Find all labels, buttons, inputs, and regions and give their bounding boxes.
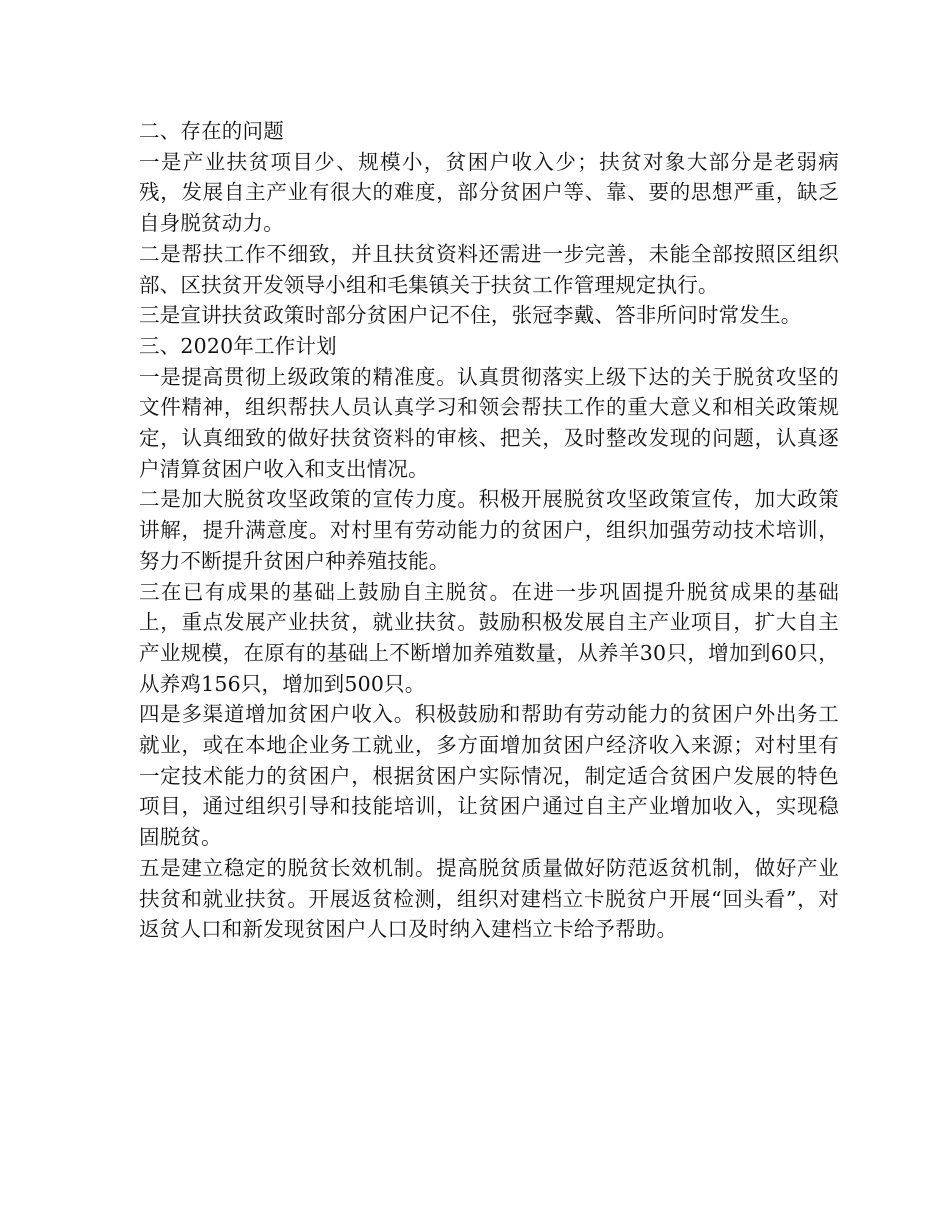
section-heading-problems: 二、存在的问题 <box>139 119 284 143</box>
plan-paragraph-2: 二是加大脱贫攻坚政策的宣传力度。积极开展脱贫攻坚政策宣传，加大政策讲解，提升满意度。对村里有劳动能力的贫困户，组织加强劳动技术培训，努力不断提升贫困户种养殖技能。 <box>139 487 839 573</box>
problem-paragraph-1: 一是产业扶贫项目少、规模小，贫困户收入少；扶贫对象大部分是老弱病残，发展自主产业有很大的难度，部分贫困户等、靠、要的思想严重，缺乏自身脱贫动力。 <box>139 149 839 236</box>
problem-paragraph-3: 三是宣讲扶贫政策时部分贫困户记不住，张冠李戴、答非所问时常发生。 <box>139 303 802 328</box>
problem-paragraph-2: 二是帮扶工作不细致，并且扶贫资料还需进一步完善，未能全部按照区组织部、区扶贫开发领导小组和毛集镇关于扶贫工作管理规定执行。 <box>139 241 839 297</box>
plan-paragraph-1: 一是提高贯彻上级政策的精准度。认真贯彻落实上级下达的关于脱贫攻坚的文件精神，组织帮扶人员认真学习和领会帮扶工作的重大意义和相关政策规定，认真细致的做好扶贫资料的审核、把关，及时整改发现的问题，认真逐户清算贫困户收入和支出情况。 <box>139 364 839 481</box>
plan-paragraph-4: 四是多渠道增加贫困户收入。积极鼓励和帮助有劳动能力的贫困户外出务工就业，或在本地企业务工就业，多方面增加贫困户经济收入来源；对村里有一定技术能力的贫困户，根据贫困户实际情况，制定适合贫困户发展的特色项目，通过组织引导和技能培训，让贫困户通过自主产业增加收入，实现稳固脱贫。 <box>139 702 839 850</box>
document-page <box>139 116 839 945</box>
section-heading-plan: 三、2020年工作计划 <box>139 333 337 358</box>
plan-paragraph-3: 三在已有成果的基础上鼓励自主脱贫。在进一步巩固提升脱贫成果的基础上，重点发展产业扶贫，就业扶贫。鼓励积极发展自主产业项目，扩大自主产业规模，在原有的基础上不断增加养殖数量，从养羊30只，增加到60只，从养鸡156只，增加到500只。 <box>139 579 839 696</box>
plan-paragraph-5: 五是建立稳定的脱贫长效机制。提高脱贫质量做好防范返贫机制，做好产业扶贫和就业扶贫。开展返贫检测，组织对建档立卡脱贫户开展“回头看”，对返贫人口和新发现贫困户人口及时纳入建档立卡给予帮助。 <box>139 855 839 942</box>
